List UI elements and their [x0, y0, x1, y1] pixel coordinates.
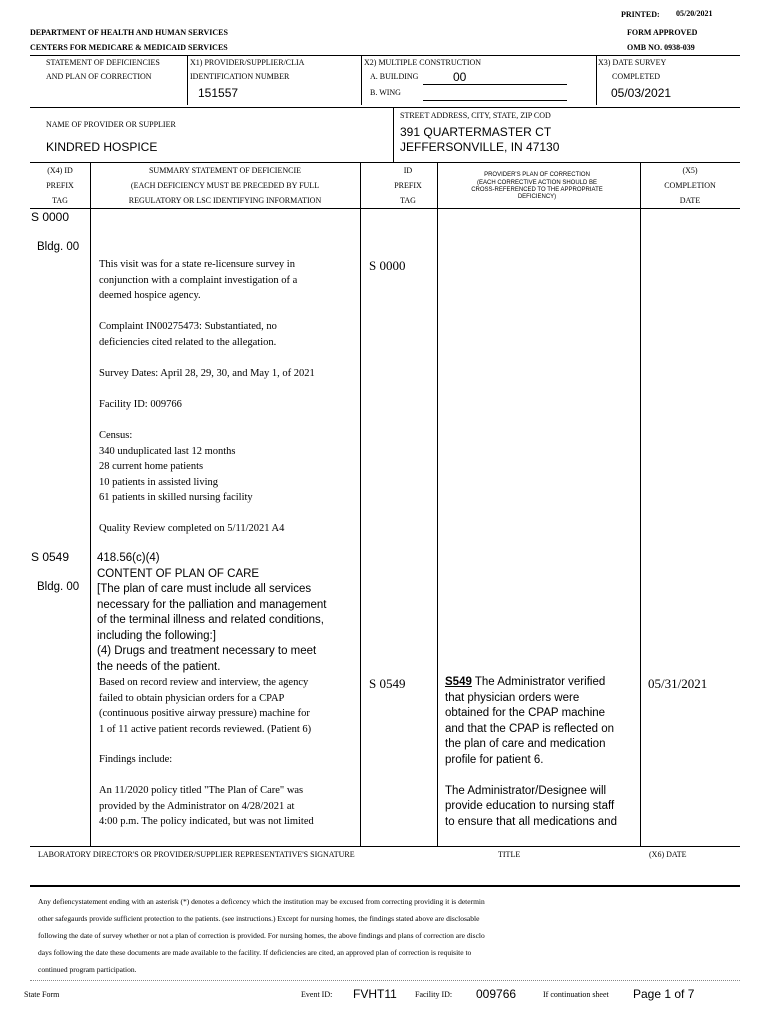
event-id-value: FVHT11 [353, 987, 397, 1001]
quality-review: Quality Review completed on 5/11/2021 A4 [99, 523, 285, 534]
plan-line [445, 675, 637, 691]
facility-id-line: Facility ID: 009766 [99, 399, 182, 410]
plan-header-1: PROVIDER'S PLAN OF CORRECTION [484, 172, 590, 178]
findings-line: (continuous positive airway pressure) machine for [99, 708, 310, 719]
plan-line-text: The Administrator verified [471, 676, 606, 688]
footnote-line: continued program participation. [38, 965, 137, 974]
x6-date-label: (X6) DATE [649, 850, 687, 859]
findings-include: Findings include: [99, 754, 173, 765]
x4-header-3: TAG [52, 196, 68, 205]
regulation-line: 418.56(c)(4) [97, 552, 160, 564]
statement-label-2: AND PLAN OF CORRECTION [46, 72, 152, 81]
census-line: 340 unduplicated last 12 months [99, 445, 236, 457]
census-line: 10 patients in assisted living [99, 476, 218, 488]
intro-line: deemed hospice agency. [99, 290, 201, 301]
regulation-block [97, 551, 357, 675]
bldg-label-1: Bldg. 00 [37, 241, 80, 253]
x1-label: X1) PROVIDER/SUPPLIER/CLIA [190, 58, 305, 67]
x3-label: X3) DATE SURVEY [598, 58, 667, 67]
title-label: TITLE [498, 850, 521, 859]
x5-header-2: COMPLETION [664, 181, 716, 190]
page-number: Page 1 of 7 [633, 987, 695, 1001]
event-id-label: Event ID: [301, 990, 333, 999]
department-title: DEPARTMENT OF HEALTH AND HUMAN SERVICES [30, 28, 228, 37]
plan-line: The Administrator/Designee will [445, 784, 607, 797]
policy-paragraph [99, 783, 357, 830]
plan-header-4: DEFICIENCY) [517, 194, 557, 200]
x2-label: X2) MULTIPLE CONSTRUCTION [364, 58, 482, 67]
findings-line: 1 of 11 active patient records reviewed. (Patient 6) [99, 723, 312, 735]
policy-line: 4:00 p.m. The policy indicated, but was not limited [99, 816, 314, 827]
continuation-sheet-label: If continuation sheet [543, 990, 609, 999]
building-underline [423, 84, 567, 85]
survey-dates: Survey Dates: April 28, 29, 30, and May 1, of 2021 [99, 368, 315, 379]
printed-date: 05/20/2021 [676, 9, 713, 18]
plan-line: to ensure that all medications and [445, 815, 617, 828]
statement-label-1: STATEMENT OF DEFICIENCIES [46, 58, 160, 67]
completion-date: 05/31/2021 [648, 676, 708, 691]
regulation-line: the needs of the patient. [97, 660, 221, 673]
regulation-line: of the terminal illness and related conditions, [97, 614, 324, 626]
footnote-line: following the date of survey whether or not a plan of correction is provided. For nursing homes, the above findings and plans of correction are disclo [38, 931, 485, 940]
tag-s0549: S 0549 [31, 550, 70, 564]
facility-id-value: 009766 [476, 987, 517, 1001]
address-label: STREET ADDRESS, CITY, STATE, ZIP COD [400, 111, 551, 120]
census-line: 61 patients in skilled nursing facility [99, 492, 253, 503]
plan-of-correction [445, 675, 637, 830]
plan-line: provide education to nursing staff [445, 800, 615, 812]
provider-name: KINDRED HOSPICE [46, 140, 158, 154]
footnote-line: days following the date these documents are made available to the facility. If deficiencies are cited, an approved plan of correction is requisite to [38, 948, 472, 957]
regulation-line: [The plan of care must include all services [97, 583, 312, 595]
plan-header-3: CROSS-REFERENCED TO THE APPROPRIATE [471, 187, 603, 193]
id-header-2: PREFIX [394, 181, 422, 190]
regulation-line: (4) Drugs and treatment necessary to meet [97, 645, 317, 657]
x5-header-3: DATE [679, 196, 701, 205]
complaint-paragraph [99, 319, 354, 350]
disclaimer-footnote [38, 893, 738, 978]
census-line: 28 current home patients [99, 461, 204, 472]
findings-paragraph [99, 675, 357, 737]
summary-header-3: REGULATORY OR LSC IDENTIFYING INFORMATION [128, 196, 322, 205]
x4-header-1: (X4) ID [47, 166, 73, 175]
intro-line: conjunction with a complaint investigation of a [99, 274, 298, 286]
id-tag-s0000: S 0000 [369, 258, 406, 273]
summary-header-2: (EACH DEFICIENCY MUST BE PRECEDED BY FULL [130, 181, 320, 190]
id-header-3: TAG [400, 196, 416, 205]
id-header-1: ID [403, 166, 413, 175]
x5-header-1: (X5) [682, 166, 698, 175]
plan-line: and that the CPAP is reflected on [445, 722, 614, 735]
regulation-line: including the following:] [97, 629, 216, 642]
omb-number: OMB NO. 0938-039 [627, 43, 695, 52]
building-label: A. BUILDING [370, 72, 419, 81]
footnote-line: other safegaurds provide sufficient protection to the patients. (see instructions.) Except for nursing homes, the findings stated above are disclosable [38, 914, 480, 923]
survey-completed-date: 05/03/2021 [611, 86, 672, 100]
state-form-label: State Form [24, 990, 60, 999]
bldg-label-2: Bldg. 00 [37, 581, 80, 593]
id-tag-s0549: S 0549 [369, 676, 406, 691]
plan-line: profile for patient 6. [445, 753, 544, 766]
plan-header-2: (EACH CORRECTIVE ACTION SHOULD BE [476, 180, 598, 186]
intro-line: This visit was for a state re-licensure survey in [99, 259, 295, 270]
plan-tag-link: S549 [445, 676, 472, 688]
provider-name-label: NAME OF PROVIDER OR SUPPLIER [46, 120, 176, 129]
census-label: Census: [99, 430, 133, 441]
x3-label-2: COMPLETED [612, 72, 660, 81]
plan-line: that physician orders were [445, 691, 580, 704]
footnote-line: Any defiencystatement ending with an asterisk (*) denotes a deficency which the institution may be excused from correcting providing it is determin [38, 897, 485, 906]
x1-label-2: IDENTIFICATION NUMBER [190, 72, 290, 81]
regulation-line: CONTENT OF PLAN OF CARE [97, 567, 260, 580]
intro-paragraph [99, 257, 354, 304]
complaint-line: deficiencies cited related to the allegation. [99, 336, 277, 348]
form-approved: FORM APPROVED [627, 28, 698, 37]
printed-label: PRINTED: [621, 10, 660, 19]
address-line-2: JEFFERSONVILLE, IN 47130 [400, 140, 560, 154]
policy-line: An 11/2020 policy titled "The Plan of Care" was [99, 785, 304, 796]
regulation-line: necessary for the palliation and management [97, 598, 327, 611]
address-line-1: 391 QUARTERMASTER CT [400, 125, 552, 139]
provider-number: 151557 [198, 86, 239, 100]
x4-header-2: PREFIX [46, 181, 74, 190]
policy-line: provided by the Administrator on 4/28/2021 at [99, 800, 295, 812]
findings-line: Based on record review and interview, the agency [99, 677, 309, 688]
centers-title: CENTERS FOR MEDICARE & MEDICAID SERVICES [30, 43, 228, 52]
tag-s0000: S 0000 [31, 210, 70, 224]
complaint-line: Complaint IN00275473: Substantiated, no [99, 321, 277, 332]
census-block [99, 428, 354, 506]
wing-underline [423, 100, 567, 101]
lab-director-signature-label: LABORATORY DIRECTOR'S OR PROVIDER/SUPPLIER REPRESENTATIVE'S SIGNATURE [38, 850, 355, 859]
plan-line: obtained for the CPAP machine [445, 707, 606, 719]
summary-header-1: SUMMARY STATEMENT OF DEFICIENCIE [148, 166, 302, 175]
building-value: 00 [453, 70, 467, 84]
wing-label: B. WING [370, 88, 401, 97]
findings-line: failed to obtain physician orders for a CPAP [99, 692, 285, 704]
plan-line: the plan of care and medication [445, 738, 606, 750]
facility-id-label: Facility ID: [415, 990, 453, 999]
